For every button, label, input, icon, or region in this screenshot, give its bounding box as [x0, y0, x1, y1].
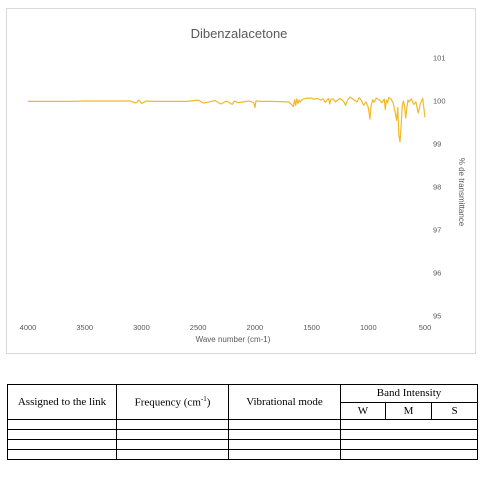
x-tick-label: 1000	[359, 323, 377, 332]
x-tick-label: 1500	[303, 323, 320, 332]
table-cell	[8, 450, 117, 460]
table-row	[8, 420, 478, 430]
x-tick-label: 3000	[133, 323, 150, 332]
table-cell	[229, 420, 341, 430]
x-axis-label: Wave number (cm-1)	[195, 335, 271, 344]
y-tick-label: 97	[433, 225, 442, 235]
header-w: W	[341, 403, 386, 420]
table-cell	[229, 430, 341, 440]
table-cell	[8, 430, 117, 440]
x-tick-label: 4000	[19, 323, 37, 332]
x-tick-label: 2000	[246, 323, 264, 332]
table-row	[8, 450, 478, 460]
band-assignment-table	[7, 384, 478, 460]
transmittance-line	[28, 97, 425, 142]
table-cell	[341, 430, 478, 440]
y-axis-ticks	[433, 54, 446, 321]
y-tick-label: 98	[433, 182, 442, 192]
header-assigned: Assigned to the link	[8, 385, 117, 420]
y-tick-label: 101	[433, 53, 446, 63]
table-row	[8, 440, 478, 450]
table-cell	[341, 450, 478, 460]
chart-title: Dibenzalacetone	[190, 26, 288, 41]
table-cell	[8, 420, 117, 430]
y-tick-label: 100	[433, 96, 446, 106]
table-cell	[117, 420, 229, 430]
header-s: S	[432, 403, 478, 420]
y-tick-label: 99	[433, 139, 442, 149]
y-axis-label: % de transmittance	[457, 157, 466, 227]
table-cell	[117, 450, 229, 460]
x-tick-label: 3500	[76, 323, 94, 332]
table-cell	[341, 420, 478, 430]
x-tick-label: 2500	[189, 323, 207, 332]
header-vibrational-mode: Vibrational mode	[229, 385, 341, 420]
table-cell	[229, 440, 341, 450]
header-band-intensity: Band Intensity	[341, 385, 478, 403]
y-tick-label: 96	[433, 268, 442, 278]
table-cell	[117, 440, 229, 450]
ir-spectrum-chart	[6, 8, 476, 354]
header-frequency: Frequency $(cm^{-1})$	[117, 385, 229, 420]
header-m: M	[386, 403, 432, 420]
y-tick-label: 95	[433, 311, 442, 321]
table-row	[8, 430, 478, 440]
x-tick-label: 500	[418, 323, 432, 332]
table-cell	[8, 440, 117, 450]
table-cell	[341, 440, 478, 450]
chart-svg	[7, 9, 477, 355]
x-axis-ticks	[20, 323, 432, 332]
table-cell	[229, 450, 341, 460]
table-cell	[117, 430, 229, 440]
